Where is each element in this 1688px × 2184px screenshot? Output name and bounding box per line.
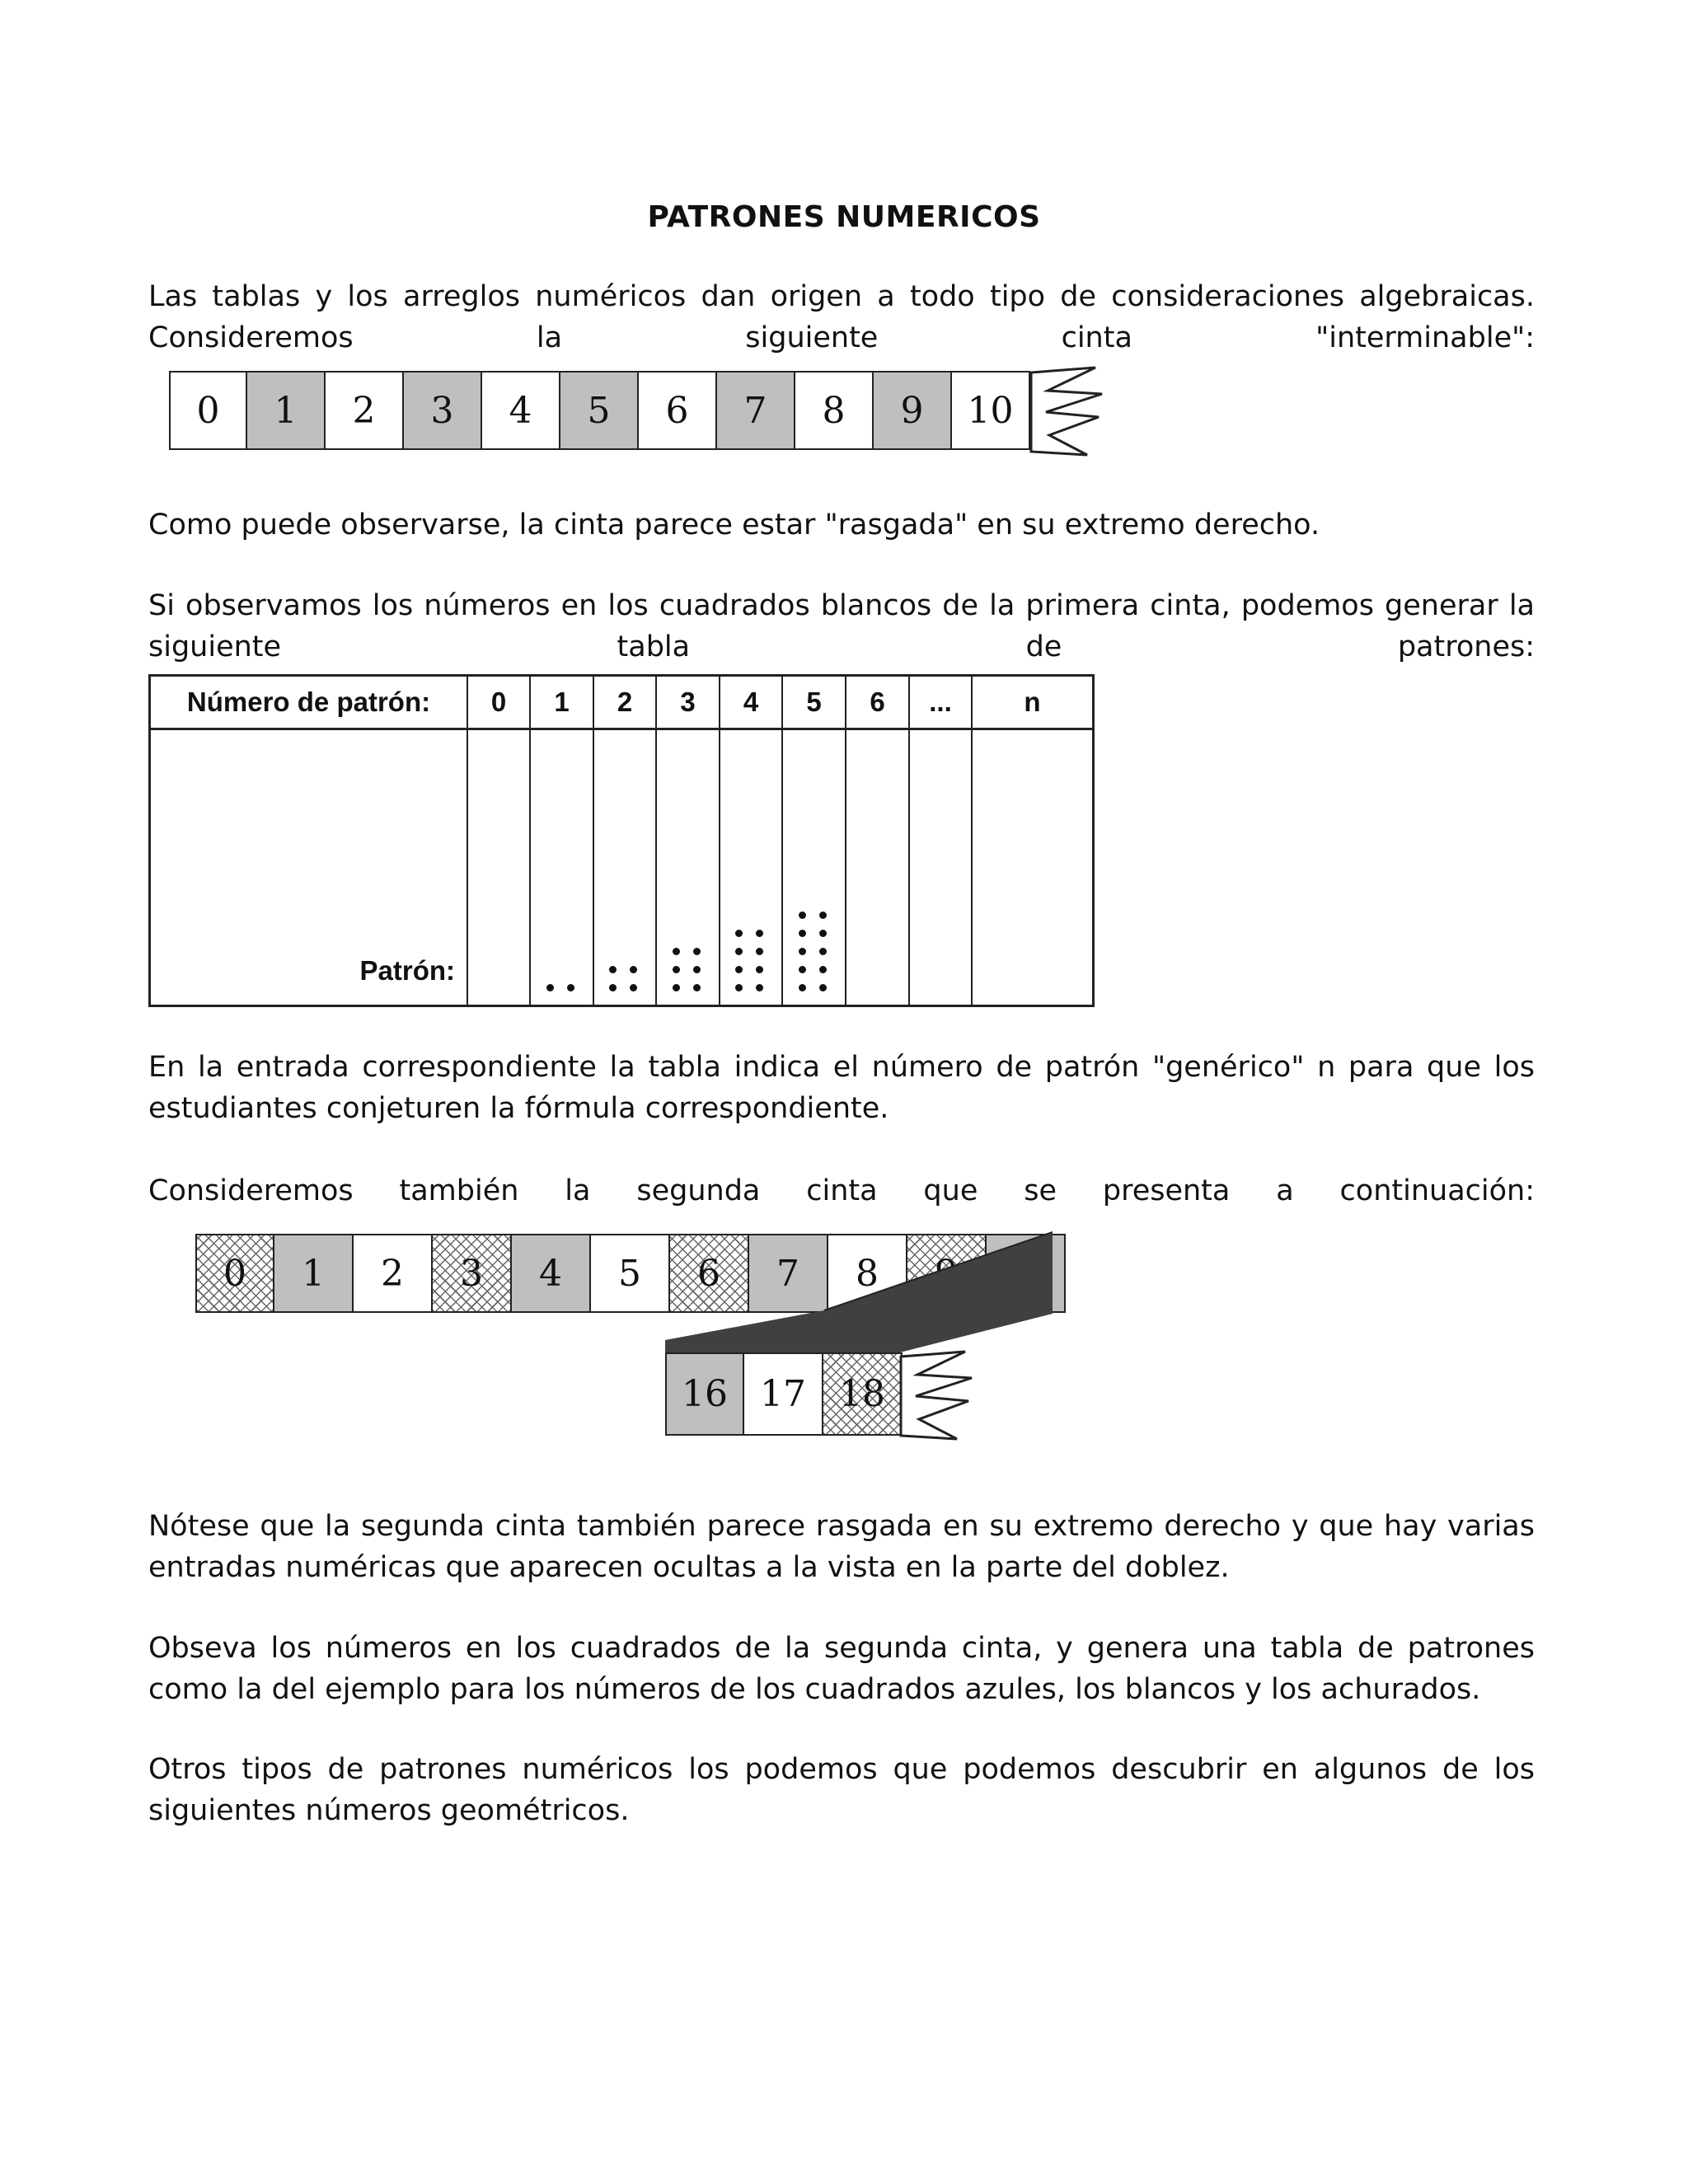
tape-two-cell: 1	[274, 1234, 354, 1313]
tape-one-cell: 10	[952, 371, 1030, 450]
pattern-number-cell: 4	[719, 677, 781, 728]
generic-pattern-note: En la entrada correspondiente la tabla indica el número de patrón "genérico" n para que los estudiantes conjeturen la fórmula correspondiente.	[148, 1051, 1535, 1125]
tape-two-cell: 6	[670, 1234, 749, 1313]
exercise-instruction: Obseva los números en los cuadrados de la segunda cinta, y genera una tabla de patrones como la del ejemplo para los números de los cuadrados azules, los blancos y los achurados.	[148, 1632, 1535, 1706]
pattern-number-cell: 3	[655, 677, 719, 728]
tape-one-cell: 0	[169, 371, 247, 450]
intro-line-2: Consideremos la siguiente cinta "interminable":	[148, 321, 1535, 354]
tape-two-cell: 3	[433, 1234, 512, 1313]
pattern-row-label: Patrón:	[359, 955, 455, 986]
tape-two-cell: 17	[744, 1352, 823, 1436]
tape-two-cell: 18	[823, 1352, 903, 1436]
tape-one-cell: 9	[874, 371, 952, 450]
tape-two-cell: 16	[665, 1352, 744, 1436]
tape-one-cell: 1	[247, 371, 326, 450]
white-squares-line-1: Si observamos los números en los cuadrados blancos de la primera cinta, podemos generar la	[148, 589, 1535, 622]
intro-line-1: Las tablas y los arreglos numéricos dan origen a todo tipo de consideraciones algebraicas.	[148, 280, 1535, 313]
hidden-entries-note: Nótese que la segunda cinta también parece rasgada en su extremo derecho y que hay varias entradas numéricas que aparecen ocultas a la vista en la parte del doblez.	[148, 1510, 1535, 1584]
tape-two-cell: 2	[354, 1234, 433, 1313]
tape-two-cell: 4	[512, 1234, 591, 1313]
pattern-number-cell: 2	[593, 677, 655, 728]
second-tape-intro: Consideremos también la segunda cinta que se presenta a continuación:	[148, 1174, 1535, 1207]
torn-edge-icon	[899, 1350, 978, 1441]
pattern-number-cell: 0	[467, 677, 529, 728]
torn-note: Como puede observarse, la cinta parece estar "rasgada" en su extremo derecho.	[148, 509, 1320, 541]
tape-two-cell: 8	[828, 1234, 907, 1313]
pattern-number-label: Número de patrón:	[186, 687, 431, 717]
tape-one-cell: 8	[795, 371, 874, 450]
tape-two-cell: 0	[195, 1234, 274, 1313]
pattern-number-cell: 1	[529, 677, 593, 728]
tape-one-cell: 3	[404, 371, 482, 450]
tape-two-cell: 5	[591, 1234, 670, 1313]
pattern-number-cell: n	[971, 677, 1092, 728]
tape-two-cell: 7	[749, 1234, 828, 1313]
tape-one-cell: 7	[717, 371, 795, 450]
tape-one-cell: 5	[560, 371, 639, 450]
white-squares-line-2: siguiente tabla de patrones:	[148, 630, 1535, 663]
pattern-number-cell: 5	[781, 677, 845, 728]
tape-two-bottom	[665, 1352, 903, 1436]
page-title: PATRONES NUMERICOS	[647, 200, 1041, 234]
tape-one-cell: 4	[482, 371, 560, 450]
tape-one-cell: 6	[639, 371, 717, 450]
geometric-numbers-note: Otros tipos de patrones numéricos los podemos que podemos descubrir en algunos de los siguientes números geométricos.	[148, 1753, 1535, 1827]
pattern-number-cell: ...	[908, 677, 971, 728]
tape-one-cell: 2	[326, 371, 404, 450]
pattern-number-cell: 6	[845, 677, 908, 728]
